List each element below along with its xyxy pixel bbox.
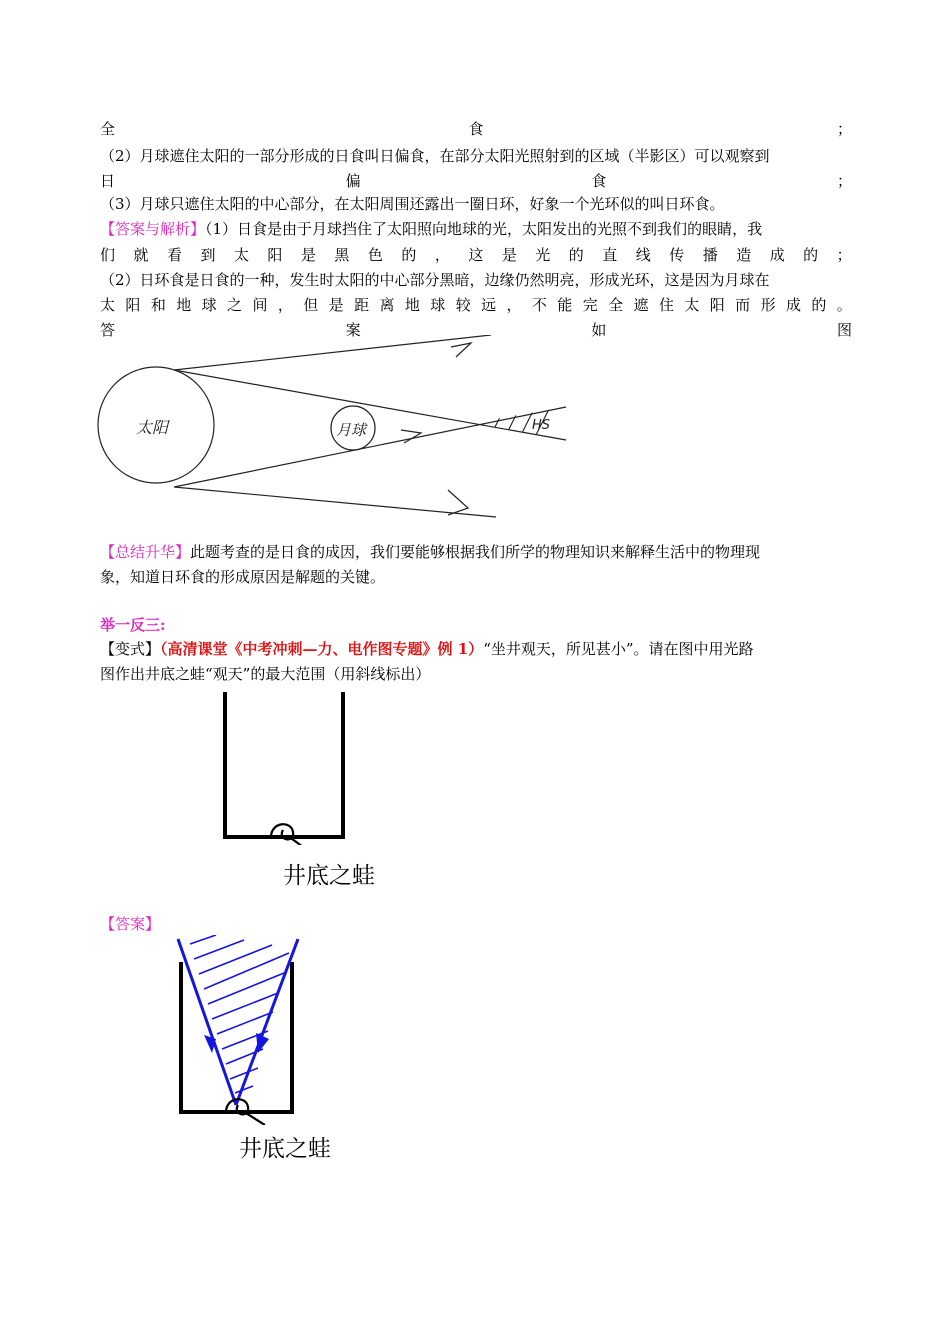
line-char: 到 (200, 246, 216, 264)
line-char: ， (277, 296, 293, 314)
line-char: 案 (345, 321, 361, 339)
line-char: 完 (582, 296, 598, 314)
line-char: 太 (684, 296, 700, 314)
line-char: 。 (836, 296, 852, 314)
sun-label: 太阳 (136, 418, 169, 437)
line-4: （3）月球只遮住太阳的中心部分，在太阳周围还露出一圈日环，好象一个光环似的叫日环食。 (100, 195, 725, 213)
line-char: 全 (100, 120, 116, 138)
line-char: 间 (252, 296, 268, 314)
line-char: 能 (557, 296, 573, 314)
line-char: 离 (379, 296, 395, 314)
line-char: 全 (608, 296, 624, 314)
summary-line-1 (100, 541, 852, 563)
line-char: 食 (591, 172, 607, 190)
line-char: 色 (367, 246, 383, 264)
line-char: 不 (531, 296, 547, 314)
line-char: 距 (354, 296, 370, 314)
line-char: 传 (669, 246, 685, 264)
line-char: 形 (760, 296, 776, 314)
line-char: 之 (227, 296, 243, 314)
line-char: 偏 (345, 172, 361, 190)
hs-label: HS (532, 418, 551, 433)
line-char: 直 (602, 246, 618, 264)
line-char: ， (434, 246, 450, 264)
line-char: 看 (166, 246, 182, 264)
line-char: 较 (455, 296, 471, 314)
line-char: 阳 (267, 246, 283, 264)
line-char: 但 (303, 296, 319, 314)
line-char: 播 (702, 246, 718, 264)
line-char: 是 (300, 246, 316, 264)
line-1 (100, 118, 852, 140)
line-5 (100, 218, 852, 240)
line-char: 成 (785, 296, 801, 314)
well-diagram-question (215, 690, 355, 845)
line-char: 住 (658, 296, 674, 314)
answer-label: 【答案】 (100, 915, 161, 933)
line-char: 地 (404, 296, 420, 314)
moon-label: 月球 (336, 421, 367, 439)
line-char: 黑 (334, 246, 350, 264)
variant-question-1: “坐井观天，所见甚小”。请在图中用光路 (483, 640, 754, 658)
summary-line-2: 象，知道日环食的形成原因是解题的关键。 (100, 568, 386, 586)
variant-line-2: 图作出井底之蛙“观天”的最大范围（用斜线标出） (100, 665, 431, 683)
line-char: 阳 (709, 296, 725, 314)
well-caption-question: 井底之蛙 (283, 863, 375, 889)
line-char: ； (836, 246, 852, 264)
line-char: 成 (769, 246, 785, 264)
line-char: 球 (430, 296, 446, 314)
line-char: 阳 (125, 296, 141, 314)
line-char: 而 (735, 296, 751, 314)
well-caption-answer: 井底之蛙 (239, 1136, 331, 1162)
ray-left (178, 939, 236, 1105)
line-char: ； (836, 172, 852, 190)
line-char: 日 (100, 172, 116, 190)
line-char: 光 (535, 246, 551, 264)
variant-source: （高清课堂《中考冲刺—力、电作图专题》例 1） (160, 640, 484, 658)
line-char: 图 (836, 321, 852, 339)
line-char: ， (506, 296, 522, 314)
line-char: 食 (468, 120, 484, 138)
line-char: 答 (100, 321, 116, 339)
practice-heading: 举一反三: (100, 616, 166, 634)
line-char: ； (836, 120, 852, 138)
summary-label: 【总结升华】 (100, 543, 191, 561)
line-char: 遮 (633, 296, 649, 314)
line-char: 的 (811, 296, 827, 314)
line-char: 线 (635, 246, 651, 264)
line-char: 的 (568, 246, 584, 264)
line-char: 地 (176, 296, 192, 314)
summary-text-1: 此题考查的是日食的成因，我们要能够根据我们所学的物理知识来解释生活中的物理现 (190, 543, 761, 561)
line-6 (100, 244, 852, 266)
variant-line-1 (100, 638, 852, 660)
line-8 (100, 294, 852, 316)
line-char: 这 (468, 246, 484, 264)
eclipse-diagram (96, 335, 576, 525)
line-char: 太 (100, 296, 116, 314)
line-char: 太 (233, 246, 249, 264)
line-char: 是 (501, 246, 517, 264)
line-7: （2）日环食是日食的一种，发生时太阳的中心部分黑暗，边缘仍然明亮，形成光环，这是因为月球在 (100, 271, 770, 289)
variant-label: 【变式】 (100, 640, 161, 658)
line-char: 造 (736, 246, 752, 264)
line-char: 的 (803, 246, 819, 264)
well-diagram-answer (170, 935, 305, 1125)
line-char: 的 (401, 246, 417, 264)
line-char: 就 (133, 246, 149, 264)
answer-analysis-label: 【答案与解析】 (100, 220, 206, 238)
answer-analysis-text: （1）日食是由于月球挡住了太阳照向地球的光，太阳发出的光照不到我们的眼睛，我 (205, 220, 763, 238)
line-3 (100, 170, 852, 192)
line-char: 是 (328, 296, 344, 314)
line-char: 和 (150, 296, 166, 314)
line-2: （2）月球遮住太阳的一部分形成的日食叫日偏食，在部分太阳光照射到的区域（半影区）可以观察到 (100, 147, 770, 165)
line-char: 们 (100, 246, 116, 264)
line-char: 远 (481, 296, 497, 314)
ray-right (236, 939, 298, 1105)
line-char: 如 (591, 321, 607, 339)
line-char: 球 (201, 296, 217, 314)
